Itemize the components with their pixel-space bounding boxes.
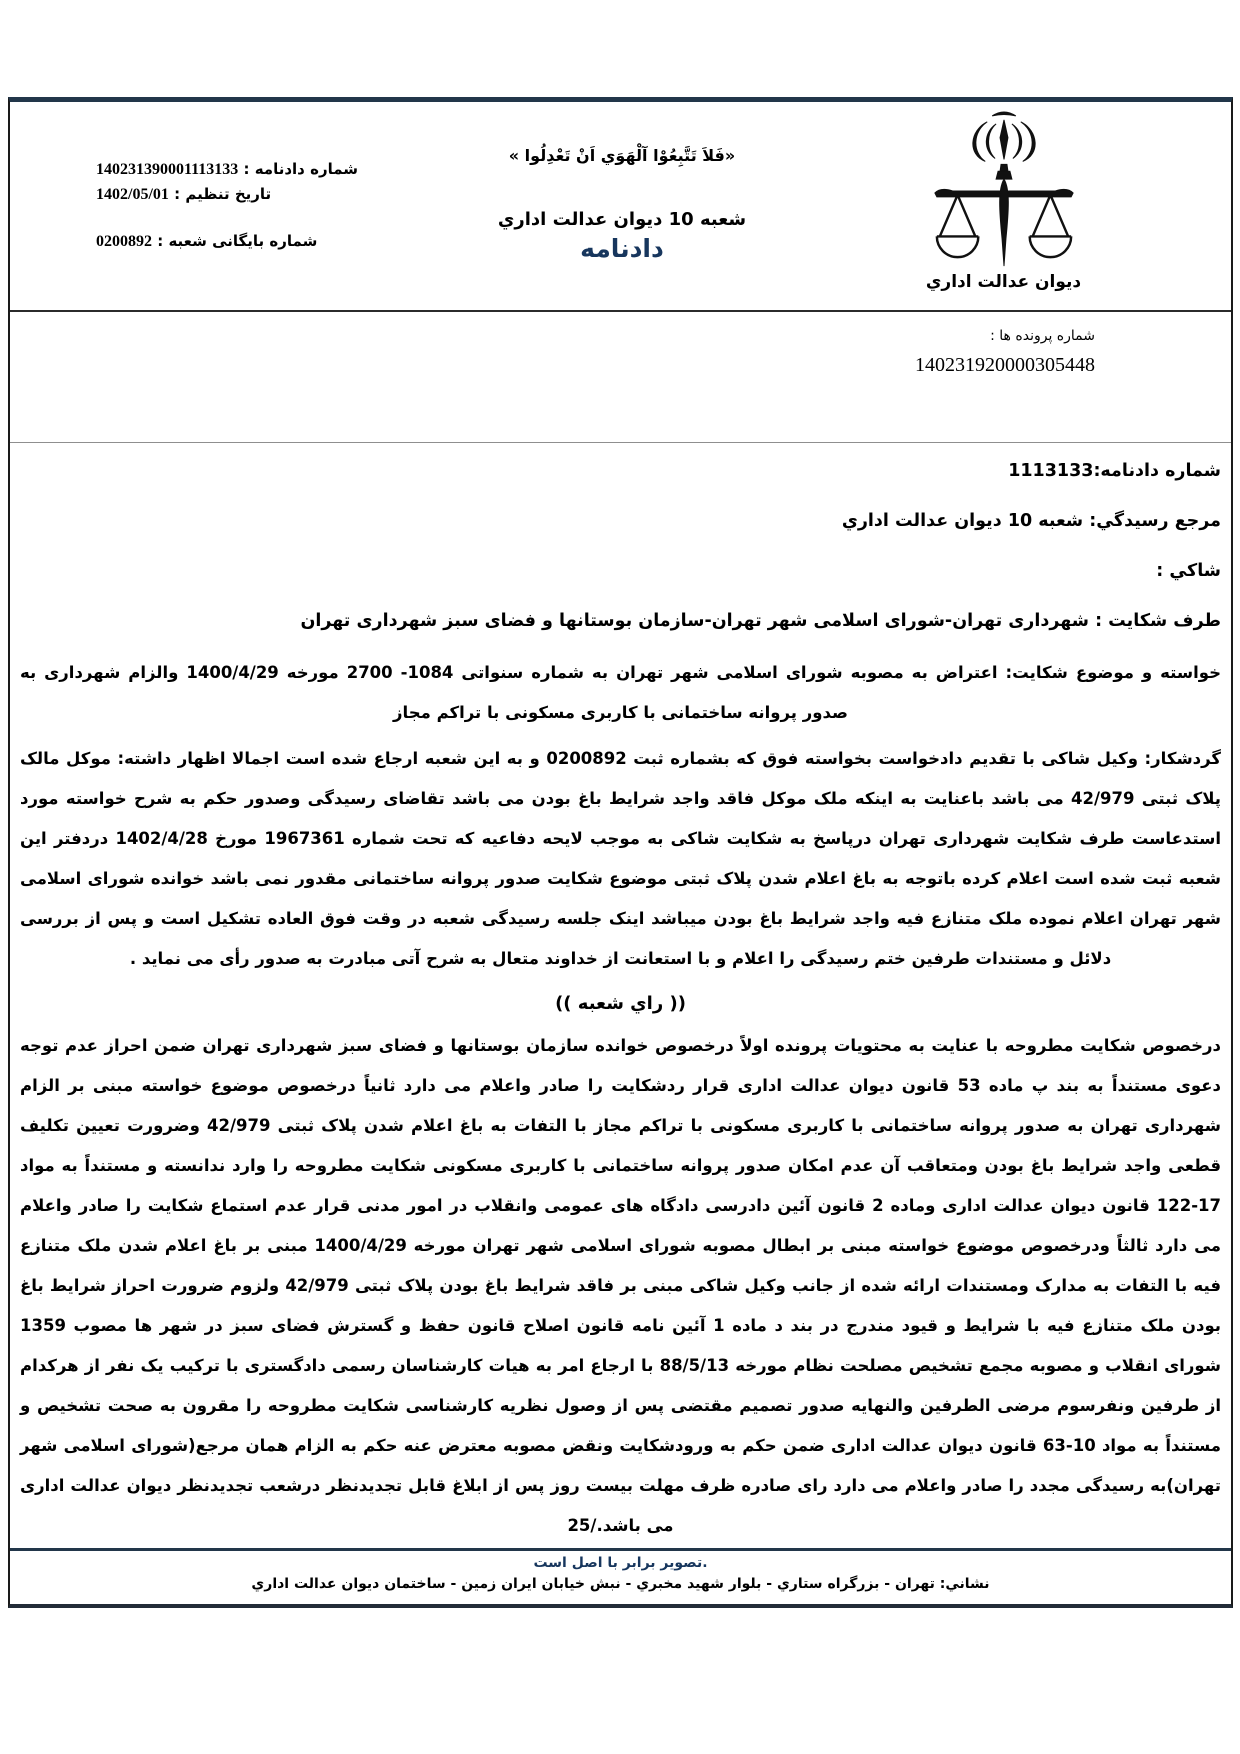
case-numbers-value: 140231920000305448 xyxy=(915,354,1095,376)
body-proceedings: گردشکار: وکیل شاکی با تقدیم دادخواست بخواسته فوق که بشماره ثبت 0200892 و به این شعبه ارجاع شده است اجمالا اظهار داشته: موکل مالک پلاک ثبتی 42/979 می باشد باعنایت به اینکه ملک موکل فاقد واجد شرایط باغ بودن می باشد تقاضای رسیدگی وصدور حکم به شرح خواسته مورد استدعاست طرف شکایت شهرداری تهران درپاسخ به شکایت شاکی به موجب لایحه دفاعیه که تحت شماره 1967361 مورخ 1402/4/28 دردفتر این شعبه ثبت شده است اعلام کرده باتوجه به باغ اعلام شدن پلاک ثبتی موضوع شکایت صدور پروانه ساختمانی مقدور نمی باشد خوانده شورای اسلامی شهر تهران اعلام نموده ملک متنازع فیه واجد شرایط باغ بودن میباشد اینک جلسه رسیدگی شعبه در وقت فوق العاده تشکیل است و پس از بررسی دلائل و مستندات طرفین ختم رسیدگی را اعلام و با استعانت از خداوند متعال به شرح آتی مبادرت به صدور رأی می نماید . xyxy=(20,749,1222,968)
body-defendant: طرف شکایت : شهرداری تهران-شورای اسلامی شهر تهران-سازمان بوستانها و فضای سبز شهرداری تهران xyxy=(300,611,1221,631)
judgment-document-frame xyxy=(8,97,1233,1608)
archive-number-value: 0200892 xyxy=(96,233,152,250)
branch-title: شعبه 10 دیوان عدالت اداري xyxy=(497,209,747,230)
judgment-body xyxy=(10,443,1231,1549)
body-judgment-number: شماره دادنامه:1113133 xyxy=(1008,461,1221,481)
body-authority: مرجع رسیدگي: شعبه 10 دیوان عدالت اداري xyxy=(841,511,1221,531)
judgment-number-value: 140231390001113133 xyxy=(96,161,239,178)
ruling-text: درخصوص شکایت مطروحه با عنایت به محتویات پرونده اولاً درخصوص خوانده سازمان بوستانها و فضای سبز شهرداری تهران ضمن احراز عدم توجه دعوی مستنداً به بند پ ماده 53 قانون دیوان عدالت اداری قرار ردشکایت را صادر واعلام می دارد ثانیاً درخصوص موضوع خواسته مبنی بر الزام شهرداری تهران به صدور پروانه ساختمانی با کاربری مسکونی با تراکم مجاز با التفات به باغ اعلام شدن پلاک ثبتی 42/979 وضرورت تعیین تکلیف قطعی واجد شرایط باغ بودن ومتعاقب آن عدم امکان صدور پروانه ساختمانی با کاربری مسکونی شکایت مطروحه را وارد ندانسته و مستنداً به مواد 17-122 قانون دیوان عدالت اداری وماده 2 قانون آئین دادرسی دادگاه های عمومی وانقلاب در امور مدنی قرار عدم استماع شکایت را صادر واعلام می دارد ثالثاً ودرخصوص موضوع خواسته مبنی بر ابطال مصوبه شورای اسلامی شهر تهران مورخه 1400/4/29 مبنی بر باغ اعلام شدن ملک متنازع فیه با التفات به مدارک ومستندات ارائه شده از جانب وکیل شاکی مبنی بر فاقد شرایط باغ بودن پلاک ثبتی 42/979 ولزوم ضرورت احراز شرایط باغ بودن ملک متنازع فیه با شرایط و قیود مندرج در بند د ماده 1 آئین نامه قانون اصلاح قانون حفظ و گسترش فضای سبز در شهر ها مصوب 1359 شورای انقلاب و مصوبه مجمع تشخیص مصلحت نظام مورخه 88/5/13 با ارجاع امر به هیات کارشناسان رسمی دادگستری با ترکیب یک نفر از هرکدام از طرفین ونفرسوم مرضی الطرفین والنهایه صدور تصمیم مقتضی پس از وصول نظریه کارشناسی شکایت مطروحه را مقرون به صحت تشخیص و مستنداً به مواد 10-63 قانون دیوان عدالت اداری ضمن حکم به ورودشکایت ونقض مصوبه معترض عنه حکم به الزام همان مرجع(شورای اسلامی شهر تهران)به رسیدگی مجدد را صادر واعلام می دارد رای صادره ظرف مهلت بیست روز پس از ابلاغ قابل تجدیدنظر درشعب تجدیدنظر دیوان عدالت اداری می باشد./25 xyxy=(20,1036,1222,1535)
certified-copy-note: تصویر برابر با اصل است. xyxy=(533,1555,708,1571)
registration-date-label: تاریخ تنظیم : xyxy=(174,185,272,203)
archive-number-label: شماره بایگانی شعبه : xyxy=(157,232,318,250)
court-name: دیوان عدالت اداري xyxy=(925,272,1082,292)
document-footer xyxy=(10,1548,1231,1604)
body-plaintiff: شاکي : xyxy=(1156,561,1221,581)
court-address: نشاني: تهران - بزرگراه ستاري - بلوار شهید مخبري - نبش خیابان ایران زمین - ساختمان دیوان عدالت اداري xyxy=(251,1576,990,1592)
body-subject: خواسته و موضوع شکایت: اعتراض به مصوبه شورای اسلامی شهر تهران به شماره سنواتی 1084- 2700 مورخه 1400/4/29 والزام شهرداری به صدور پروانه ساختمانی با کاربری مسکونی با تراکم مجاز xyxy=(20,663,1222,722)
case-numbers-label: شماره پرونده ها : xyxy=(990,328,1095,344)
scales-of-justice-icon xyxy=(925,110,1083,272)
case-numbers-section xyxy=(10,312,1231,443)
ruling-heading: (( راي شعبه )) xyxy=(555,993,686,1014)
page-title: دادنامه xyxy=(580,234,664,263)
judgment-number-label: شماره دادنامه : xyxy=(243,160,359,178)
header-center-block xyxy=(382,136,862,263)
quran-quote: «فَلاَ تَتَّبِعُوْا آلْهَوَي اَنْ تَعْدِلُوا » xyxy=(508,146,736,165)
document-header xyxy=(10,102,1231,312)
registration-date-value: 1402/05/01 xyxy=(96,186,169,203)
header-logo-block xyxy=(916,110,1091,292)
